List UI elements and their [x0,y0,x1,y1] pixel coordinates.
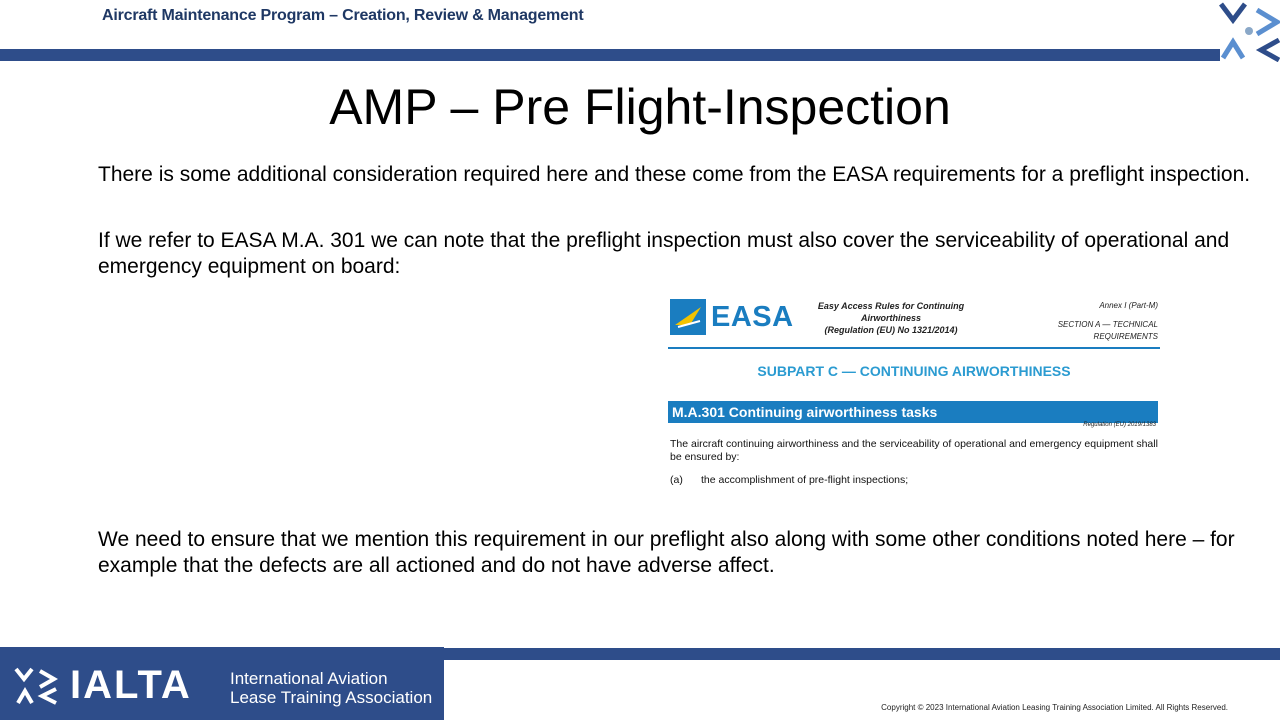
header-bar [0,49,1220,61]
regulation-reference: Regulation (EU) 2019/1383 [1083,422,1156,428]
excerpt-divider [668,347,1160,349]
document-title [796,300,986,336]
easa-logo-text: EASA [711,301,794,333]
section-label-line2: REQUIREMENTS [1093,332,1158,341]
paragraph-intro: There is some additional consideration required here and these come from the EASA requirements for a preflight inspection. [98,163,1251,186]
easa-logo [670,299,794,335]
paragraph-easa-reference: If we refer to EASA M.A. 301 we can note that the preflight inspection must also cover the serviceability of operational and emergency equipment on board: [98,229,1230,278]
paragraph-conclusion: We need to ensure that we mention this requirement in our preflight also along with some other conditions noted here – for example that the defects are all actioned and do not have adverse affect. [98,528,1235,577]
ialta-logo-word: IALTA [70,663,192,707]
ialta-org-name-line2: Lease Training Association [230,688,433,707]
excerpt-item-a [670,474,908,486]
ialta-org-name [230,669,432,707]
document-title-line2: (Regulation (EU) No 1321/2014) [824,325,958,335]
ma301-heading: M.A.301 Continuing airworthiness tasks [668,401,1158,423]
slide-title: AMP – Pre Flight-Inspection [329,79,951,135]
subpart-heading: SUBPART C — CONTINUING AIRWORTHINESS [757,363,1071,379]
item-a-label: (a) [670,474,683,486]
item-a-text: the accomplishment of pre-flight inspections; [701,474,909,486]
ialta-org-name-line1: International Aviation [230,669,388,688]
excerpt-body: The aircraft continuing airworthiness and the serviceability of operational and emergency equipment shall be ensured by: [670,438,1158,463]
document-title-line1: Easy Access Rules for Continuing Airworthiness [817,301,965,323]
copyright-notice: Copyright © 2023 International Aviation Leasing Training Association Limited. All Rights Reserved. [881,703,1228,712]
ialta-footer-mark-icon [14,665,58,705]
ialta-mark-icon [1217,0,1280,62]
section-label-line1: SECTION A — TECHNICAL [1057,320,1158,329]
section-label [1018,319,1158,343]
easa-emblem-icon [670,299,706,335]
easa-excerpt [666,295,1162,495]
annex-label: Annex I (Part-M) [1099,301,1158,310]
header-title: Aircraft Maintenance Program – Creation, Review & Management [102,7,584,24]
footer-logo [0,647,444,720]
